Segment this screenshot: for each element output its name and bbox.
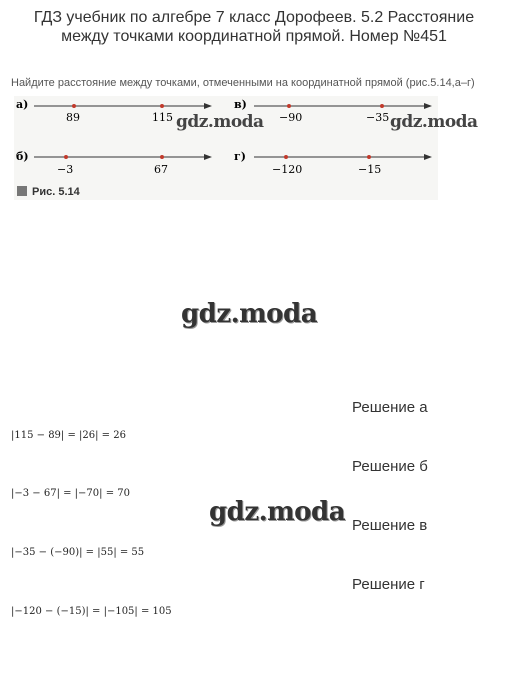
point-a-1 [72,104,76,108]
arrow-a [204,103,212,109]
point-label-g-2: −15 [358,163,382,176]
point-g-1 [284,155,288,159]
solution-expression-g: |−120 − (−15)| = |−105| = 105 [11,606,172,617]
page-title-line-2: между точками координатной прямой. Номер №451 [61,28,447,45]
line-label-v: в) [234,98,247,111]
figure-caption: Рис. 5.14 [32,186,80,198]
arrow-b [204,154,212,160]
solution-expression-b: |−3 − 67| = |−70| = 70 [11,488,130,499]
solution-heading-g: Решение г [352,576,425,593]
point-label-b-1: −3 [57,163,74,176]
line-label-b: б) [16,150,29,163]
point-label-v-2: −35 [366,111,390,124]
solution-expression-v: |−35 − (−90)| = |55| = 55 [11,547,145,558]
arrow-g [424,154,432,160]
point-v-1 [287,104,291,108]
point-v-2 [380,104,384,108]
watermark-4: gdz.moda [209,497,346,527]
watermark-2: gdz.moda [390,112,478,132]
caption-square-icon [17,186,27,196]
point-label-b-2: 67 [154,163,168,176]
point-b-1 [64,155,68,159]
point-a-2 [160,104,164,108]
solution-heading-b: Решение б [352,458,428,475]
line-label-a: а) [16,98,29,111]
solution-heading-a: Решение а [352,399,428,416]
point-label-g-1: −120 [272,163,303,176]
point-label-v-1: −90 [279,111,303,124]
line-label-g: г) [234,150,246,163]
page-title-line-1: ГДЗ учебник по алгебре 7 класс Дорофеев. 5.2 Расстояние [33,9,475,26]
point-g-2 [367,155,371,159]
solution-heading-v: Решение в [352,517,428,534]
watermark-1: gdz.moda [176,112,264,132]
point-label-a-1: 89 [66,111,80,124]
solution-expression-a: |115 − 89| = |26| = 26 [11,430,126,441]
watermark-3: gdz.moda [181,299,318,329]
task-text: Найдите расстояние между точками, отмеченными на координатной прямой (рис.5.14,а–г) [11,77,475,89]
arrow-v [424,103,432,109]
point-label-a-2: 115 [152,111,173,124]
page-title [0,8,508,46]
point-b-2 [160,155,164,159]
